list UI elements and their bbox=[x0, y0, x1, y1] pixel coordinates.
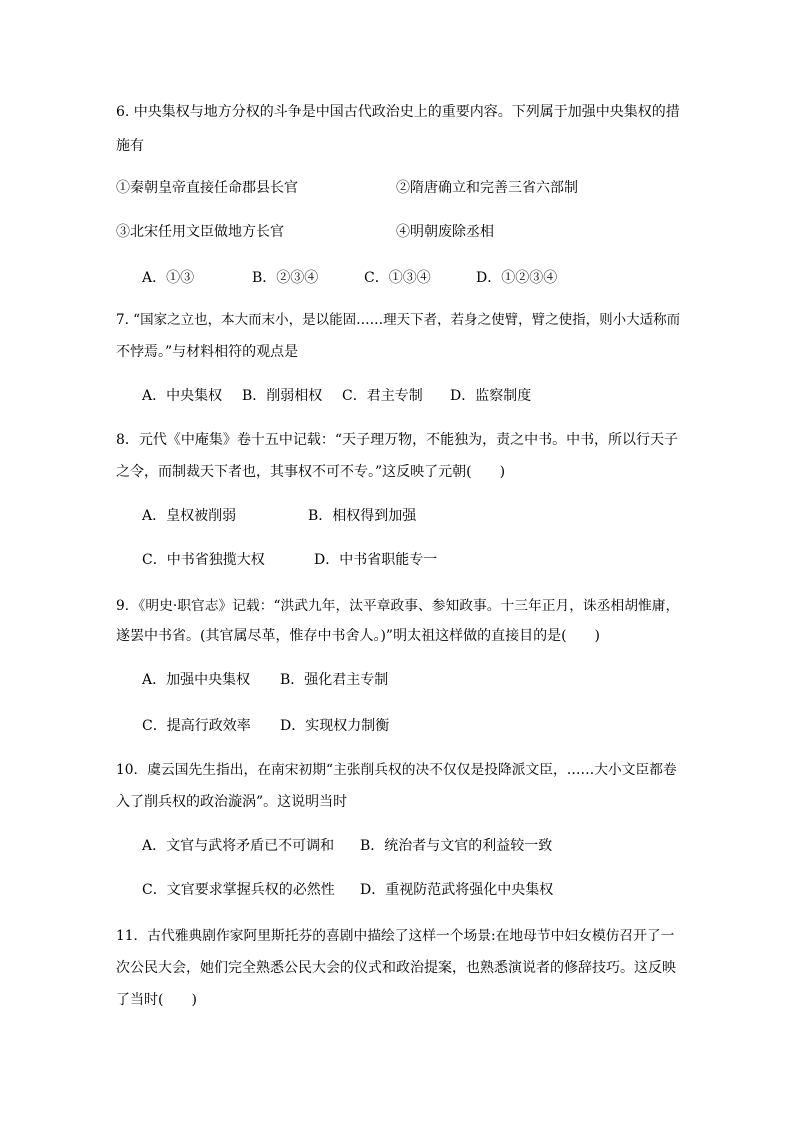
q6-stem-line1: 6. 中央集权与地方分权的斗争是中国古代政治史上的重要内容。下列属于加强中央集权的措 bbox=[116, 104, 680, 120]
q6-stem-line2: 施有 bbox=[116, 138, 144, 154]
q7-stem-line1: 7. “国家之立也，本大而末小，是以能固……理天下者，若身之使臂，臂之使指，则小大适称而 bbox=[116, 312, 681, 328]
q8-option-a[interactable]: A．皇权被削弱 bbox=[142, 508, 237, 524]
q9-option-d[interactable]: D．实现权力制衡 bbox=[280, 718, 390, 734]
q9-stem-line1: 9．《明史·职官志》记载：“洪武九年，汰平章政事、参知政事。十三年正月，诛丞相胡惟庸， bbox=[116, 598, 680, 614]
q10-stem-line2: 入了削兵权的政治漩涡”。这说明当时 bbox=[116, 794, 348, 810]
q6-item-4: ④明朝废除丞相 bbox=[396, 224, 494, 240]
q9-option-a[interactable]: A．加强中央集权 bbox=[142, 672, 251, 688]
q8-option-b[interactable]: B．相权得到加强 bbox=[308, 508, 417, 524]
q11-stem-line2: 次公民大会，她们完全熟悉公民大会的仪式和政治提案，也熟悉演说者的修辞技巧。这反映 bbox=[116, 960, 676, 976]
q9-option-b[interactable]: B．强化君主专制 bbox=[280, 672, 389, 688]
q7-option-a[interactable]: A．中央集权 bbox=[142, 388, 223, 404]
q9-option-c[interactable]: C．提高行政效率 bbox=[142, 718, 251, 734]
q9-stem-line2: 遂罢中书省。(其官属尽革，惟存中书舍人。)”明太祖这样做的直接目的是( ) bbox=[116, 628, 601, 644]
q7-option-d[interactable]: D．监察制度 bbox=[450, 388, 532, 404]
q10-option-b[interactable]: B．统治者与文官的利益较一致 bbox=[360, 838, 553, 854]
q10-option-d[interactable]: D．重视防范武将强化中央集权 bbox=[360, 882, 554, 898]
q10-stem-line1: 10．虞云国先生指出，在南宋初期“主张削兵权的决不仅仅是投降派文臣，……大小文臣都卷 bbox=[116, 762, 677, 778]
q6-option-d[interactable]: D．①②③④ bbox=[476, 270, 558, 286]
q11-stem-line3: 了当时( ) bbox=[116, 992, 197, 1008]
q8-stem-line1: 8．元代《中庵集》卷十五中记载：“天子理万物，不能独为，责之中书。中书，所以行天子 bbox=[116, 432, 679, 448]
q6-option-b[interactable]: B．②③④ bbox=[252, 270, 319, 286]
q8-option-c[interactable]: C．中书省独揽大权 bbox=[142, 552, 265, 568]
q7-option-b[interactable]: B．削弱相权 bbox=[242, 388, 323, 404]
q7-stem-line2: 不悖焉。”与材料相符的观点是 bbox=[116, 344, 299, 360]
q6-item-2: ②隋唐确立和完善三省六部制 bbox=[396, 180, 578, 196]
q8-option-d[interactable]: D．中书省职能专一 bbox=[314, 552, 438, 568]
q11-stem-line1: 11．古代雅典剧作家阿里斯托芬的喜剧中描绘了这样一个场景:在地母节中妇女模仿召开了一 bbox=[116, 928, 675, 944]
q10-option-c[interactable]: C．文官要求掌握兵权的必然性 bbox=[142, 882, 335, 898]
q8-stem-line2: 之令，而制裁天下者也，其事权不可不专。”这反映了元朝( ) bbox=[116, 464, 506, 480]
q7-option-c[interactable]: C．君主专制 bbox=[342, 388, 423, 404]
q10-option-a[interactable]: A．文官与武将矛盾已不可调和 bbox=[142, 838, 335, 854]
q6-option-a[interactable]: A．①③ bbox=[142, 270, 195, 286]
q6-option-c[interactable]: C．①③④ bbox=[364, 270, 431, 286]
q6-item-3: ③北宋任用文臣做地方长官 bbox=[116, 224, 284, 240]
q6-item-1: ①秦朝皇帝直接任命郡县长官 bbox=[116, 180, 298, 196]
